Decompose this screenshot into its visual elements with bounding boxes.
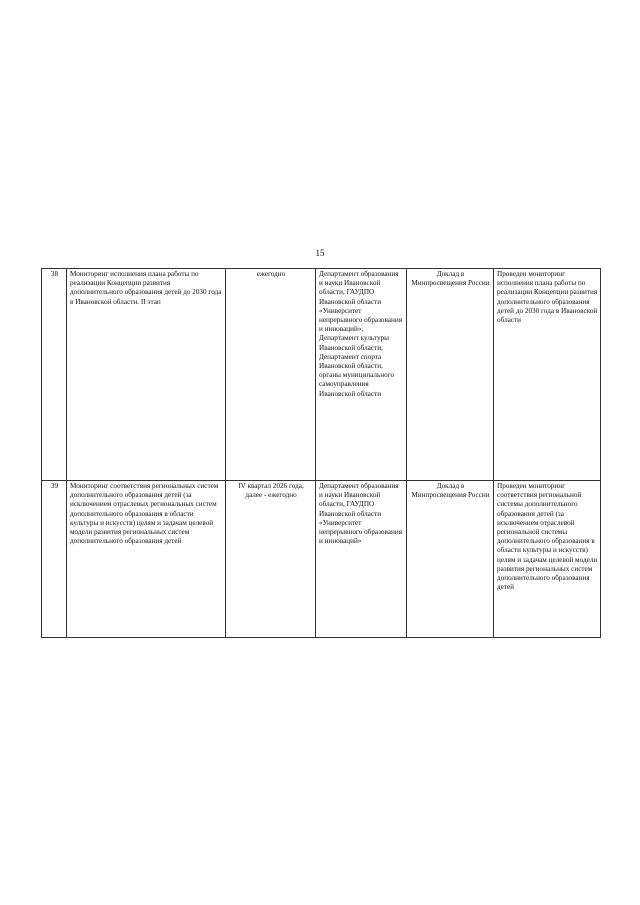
report-cell: Доклад в Минпросвещения России	[407, 269, 494, 481]
result-cell: Проведен мониторинг соответствия региональной системы дополнительного образования детей (за исключением отраслевой региональной системы дополнительного образования в области культуры и искусств) целям и задачам целевой модели развития региональных систем дополнительного образования детей	[494, 481, 601, 638]
row-number: 39	[42, 481, 67, 638]
plan-table	[41, 268, 601, 638]
deadline-cell: IV квартал 2026 года, далее - ежегодно	[226, 481, 316, 638]
deadline-cell: ежегодно	[226, 269, 316, 481]
activity-cell: Мониторинг соответствия региональных систем дополнительного образования детей (за исключением отраслевых региональных систем дополнительного образования в области культуры и искусств) целям и задачам целевой модели развития региональных систем дополнительного образования детей	[67, 481, 226, 638]
report-cell: Доклад в Минпросвещения России	[407, 481, 494, 638]
page-number: 15	[315, 248, 325, 258]
row-number: 38	[42, 269, 67, 481]
executors-cell: Департамент образования и науки Ивановской области, ГАУДПО Ивановской области «Университет непрерывного образования и инноваций», Департамент культуры Ивановской области, Департамент спорта Ивановской области, органы муниципального самоуправления Ивановской области	[316, 269, 407, 481]
result-cell: Проведен мониторинг исполнения плана работы по реализации Концепции развития дополнительного образования детей до 2030 года в Ивановской области	[494, 269, 601, 481]
activity-cell: Мониторинг исполнения плана работы по реализации Концепции развития дополнительного образования детей до 2030 года в Ивановской области. II этап	[67, 269, 226, 481]
table-row	[42, 481, 601, 638]
table-row	[42, 269, 601, 481]
executors-cell: Департамент образования и науки Ивановской области, ГАУДПО Ивановской области «Университет непрерывного образования и инноваций»	[316, 481, 407, 638]
